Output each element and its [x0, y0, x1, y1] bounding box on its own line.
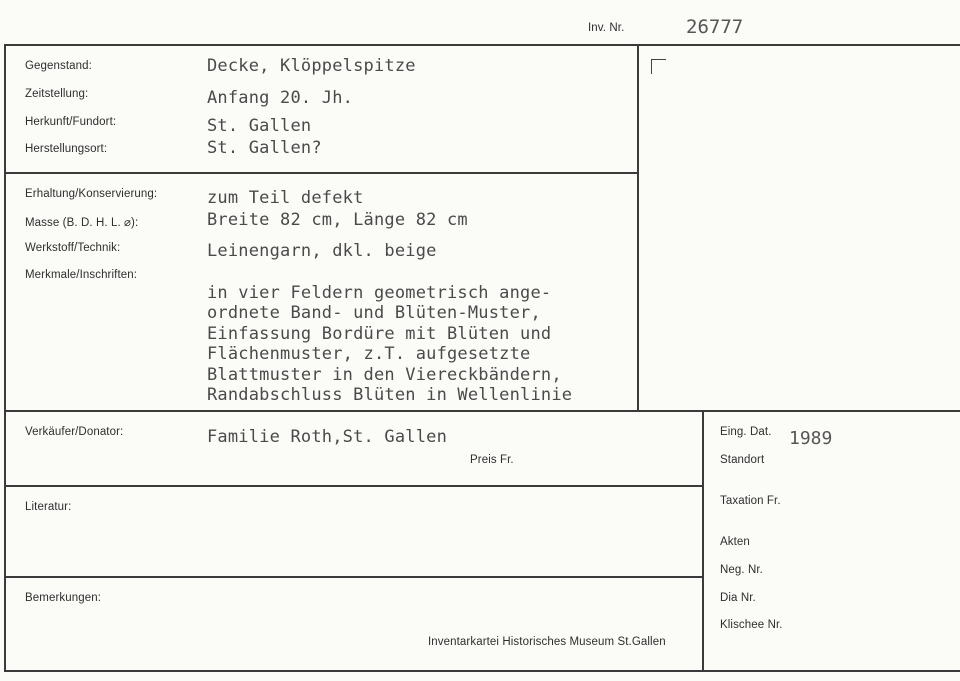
- label-standort: Standort: [720, 454, 765, 466]
- value-werkstoff: Leinengarn, dkl. beige: [207, 241, 437, 261]
- label-gegenstand: Gegenstand:: [25, 60, 92, 72]
- label-neg-nr: Neg. Nr.: [720, 564, 763, 576]
- label-akten: Akten: [720, 536, 750, 548]
- label-werkstoff: Werkstoff/Technik:: [25, 242, 121, 254]
- label-herstellungsort: Herstellungsort:: [25, 143, 108, 155]
- label-zeitstellung: Zeitstellung:: [25, 88, 89, 100]
- value-erhaltung: zum Teil defekt: [207, 188, 364, 208]
- label-eing-dat: Eing. Dat.: [720, 426, 772, 438]
- label-preis: Preis Fr.: [470, 454, 514, 466]
- footer-institution: Inventarkartei Historisches Museum St.Gallen: [428, 636, 666, 648]
- value-eing-dat: 1989: [789, 428, 833, 449]
- rule-description-bottom: [4, 410, 960, 412]
- rule-donor-bottom: [4, 485, 703, 487]
- corner-mark: [651, 59, 666, 74]
- label-verkaeufer: Verkäufer/Donator:: [25, 426, 124, 438]
- label-dia-nr: Dia Nr.: [720, 592, 756, 604]
- label-herkunft: Herkunft/Fundort:: [25, 116, 117, 128]
- label-erhaltung: Erhaltung/Konservierung:: [25, 188, 158, 200]
- label-literatur: Literatur:: [25, 501, 72, 513]
- value-masse: Breite 82 cm, Länge 82 cm: [207, 210, 468, 230]
- inv-nr-label: Inv. Nr.: [588, 22, 625, 34]
- rule-literature-bottom: [4, 576, 703, 578]
- rule-identity-bottom: [4, 172, 638, 174]
- label-klischee-nr: Klischee Nr.: [720, 619, 783, 631]
- value-gegenstand: Decke, Klöppelspitze: [207, 56, 416, 76]
- value-merkmale: in vier Feldern geometrisch ange- ordnete Band- und Blüten-Muster, Einfassung Bordüre mit Blüten und Flächenmuster, z.T. aufgesetzte Blattmuster in den Viereckbändern, Randabschluss Blüten in Wellenlinie: [207, 283, 573, 406]
- rule-mid-upper: [637, 44, 639, 411]
- rule-mid-lower: [702, 410, 704, 671]
- label-masse: Masse (B. D. H. L. ⌀):: [25, 217, 139, 229]
- value-verkaeufer: Familie Roth,St. Gallen: [207, 427, 448, 447]
- value-herkunft: St. Gallen: [207, 116, 312, 136]
- value-zeitstellung: Anfang 20. Jh.: [207, 88, 354, 108]
- rule-top: [4, 44, 960, 46]
- value-herstellungsort: St. Gallen?: [207, 138, 322, 158]
- label-bemerkungen: Bemerkungen:: [25, 592, 101, 604]
- inv-number: 26777: [686, 16, 744, 38]
- rule-bottom: [4, 670, 960, 672]
- label-merkmale: Merkmale/Inschriften:: [25, 269, 138, 281]
- label-taxation: Taxation Fr.: [720, 495, 781, 507]
- rule-left: [4, 44, 6, 671]
